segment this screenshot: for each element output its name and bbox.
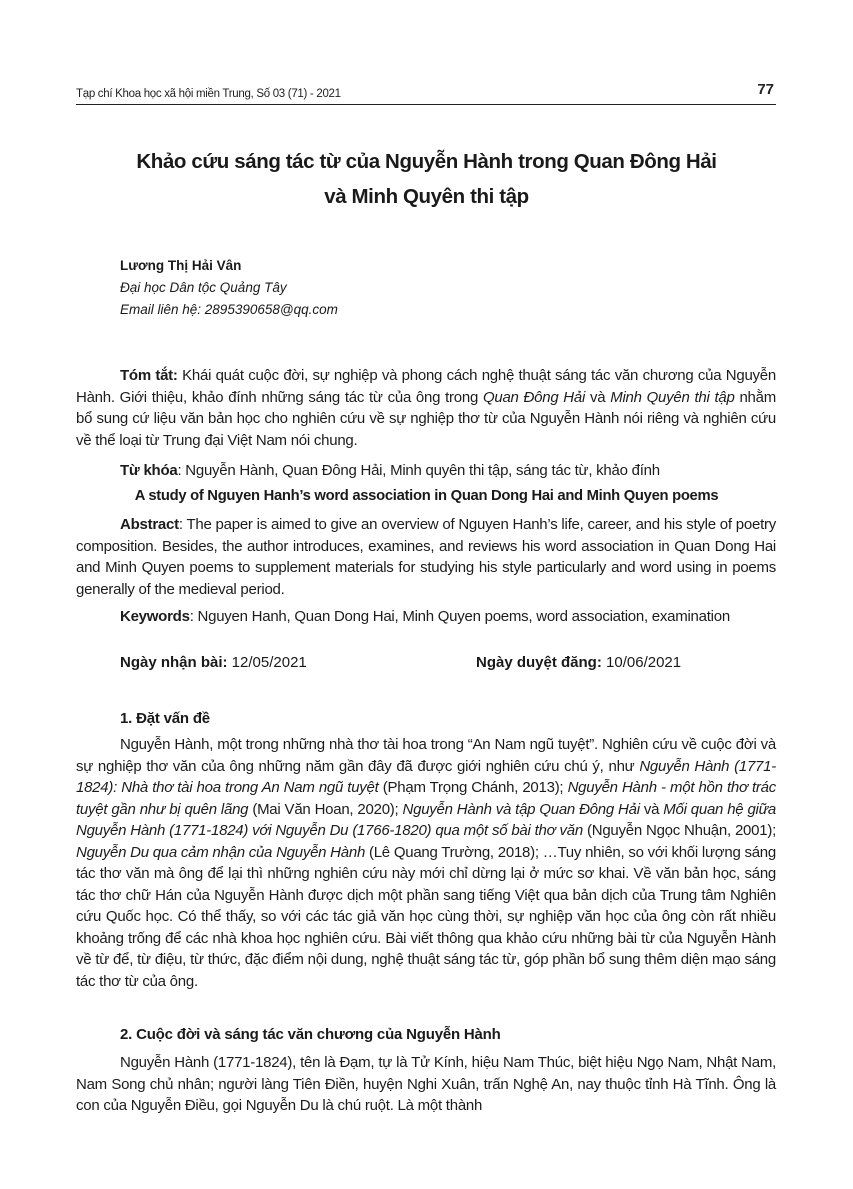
article-dates [120, 654, 780, 671]
body-text: (Mai Văn Hoan, 2020); [248, 800, 403, 818]
section-1-paragraph [76, 734, 776, 992]
keywords-en-label: Keywords [120, 608, 190, 625]
author-affiliation: Đại học Dân tộc Quảng Tây [120, 280, 287, 295]
cited-work: Mối quan hệ giữa Nguyễn Hành (1771-1824) với Nguyễn Du (1766-1820) qua một số bài thơ văn [76, 800, 776, 839]
received-value: 12/05/2021 [227, 654, 307, 671]
english-title: A study of Nguyen Hanh’s word association in Quan Dong Hai and Minh Quyen poems [134, 488, 719, 504]
received-date [120, 654, 307, 671]
body-text: Nguyễn Hành, một trong những nhà thơ tài hoa trong “An Nam ngũ tuyệt”. Nghiên cứu về cuộc đời và sự nghiệp thơ văn của ông những năm gần đây đã được giới nghiên cứu chú ý, như [76, 736, 776, 775]
body-text: (Phạm Trọng Chánh, 2013); [378, 779, 568, 796]
section-1-heading: 1. Đặt vấn đề [120, 710, 210, 727]
keywords-vietnamese [76, 460, 776, 482]
section-2-paragraph: Nguyễn Hành (1771-1824), tên là Đạm, tự là Tử Kính, hiệu Nam Thúc, biệt hiệu Ngọ Nam, Nhật Nam, Nam Song chủ nhân; người làng Tiên Điền, huyện Nghi Xuân, trấn Nghệ An, nay thuộc tỉnh Hà Tĩnh. Ông là con của Nguyễn Điều, gọi Nguyễn Du là chú ruột. Là một thành [76, 1054, 776, 1114]
summary-text: Khái quát cuộc đời, sự nghiệp và phong cách nghệ thuật sáng tác văn chương của Nguyễn Hành. Giới thiệu, khảo đính những sáng tác từ của ông trong [76, 367, 776, 406]
abstract-english [76, 514, 776, 600]
accepted-label: Ngày duyệt đăng: [476, 654, 602, 671]
abstract-label: Abstract [120, 516, 179, 533]
summary-label: Tóm tắt: [120, 367, 178, 384]
cited-work: Nguyễn Hành - một hồn thơ trác tuyệt gần như bị quên lãng [76, 779, 776, 818]
keywords-vi-text: : Nguyễn Hành, Quan Đông Hải, Minh quyên thi tập, sáng tác từ, khảo đính [177, 462, 660, 479]
author-block [120, 255, 338, 321]
abstract-text: : The paper is aimed to give an overview of Nguyen Hanh’s life, career, and his style of poetry composition. Besides, the author introduces, examines, and reviews his word association in Quan Dong Hai and Minh Quyen poems to supplement materials for studying his style particularly and word using in poems generally of the medieval period. [76, 516, 776, 598]
summary-italic-title: Quan Đông Hải [482, 388, 586, 406]
journal-citation: Tạp chí Khoa học xã hội miền Trung, Số 03 (71) - 2021 [76, 88, 341, 100]
article-title [60, 144, 793, 214]
summary-vietnamese [76, 365, 776, 451]
keywords-vi-label: Từ khóa [120, 462, 178, 479]
summary-text: nhằm bổ sung cứ liệu văn bản học cho nghiên cứu về sự nghiệp thơ từ của Nguyễn Hành nói riêng và nghiên cứu về thể loại từ Trung đại Việt Nam nói chung. [76, 388, 776, 449]
body-text: và [639, 800, 664, 818]
received-label: Ngày nhận bài: [120, 654, 228, 671]
cited-work: Nguyễn Hành và tập Quan Đông Hải [402, 800, 640, 818]
accepted-date [476, 654, 681, 671]
running-header [76, 80, 776, 105]
author-name: Lương Thị Hải Vân [120, 258, 242, 273]
cited-work: Nguyễn Hành (1771-1824): Nhà thơ tài hoa trong An Nam ngũ tuyệt [76, 757, 776, 796]
section-2-heading: 2. Cuộc đời và sáng tác văn chương của Nguyễn Hành [120, 1026, 501, 1043]
title-line-1: Khảo cứu sáng tác từ của Nguyễn Hành trong Quan Đông Hải [136, 150, 717, 173]
cited-work: Nguyễn Du qua cảm nhận của Nguyễn Hành [76, 843, 366, 861]
body-text: (Lê Quang Trường, 2018); …Tuy nhiên, so với khối lượng sáng tác thơ văn mà ông để lại thì những nghiên cứu này mới chỉ dừng lại ở mức sơ khai. Về văn bản học, sáng tác thơ chữ Hán của Nguyễn Hành được dịch một phần sang tiếng Việt qua bản dịch của Trung tâm Nghiên cứu Quốc học. Có thể thấy, so với các tác giả văn học cùng thời, sự nghiệp văn học của ông còn rất nhiều khoảng trống để các nhà khoa học nghiên cứu. Bài viết thông qua khảo cứu những bài từ của Nguyễn Hành về từ để, từ điệu, từ thức, đặc điểm nội dung, nghệ thuật sáng tác từ, góp phần bổ sung thêm diện mạo sáng tác thơ từ của ông. [76, 843, 776, 990]
author-email: Email liên hệ: 2895390658@qq.com [120, 302, 338, 317]
summary-italic-title: Minh Quyên thi tập [610, 388, 735, 406]
title-line-2: và Minh Quyên thi tập [324, 185, 529, 208]
keywords-english [76, 606, 776, 628]
summary-text: và [585, 388, 611, 406]
accepted-value: 10/06/2021 [601, 654, 682, 671]
keywords-en-text: : Nguyen Hanh, Quan Dong Hai, Minh Quyen poems, word association, examination [189, 608, 730, 625]
body-text: (Nguyễn Ngọc Nhuận, 2001); [582, 822, 776, 839]
page-number: 77 [757, 81, 774, 98]
